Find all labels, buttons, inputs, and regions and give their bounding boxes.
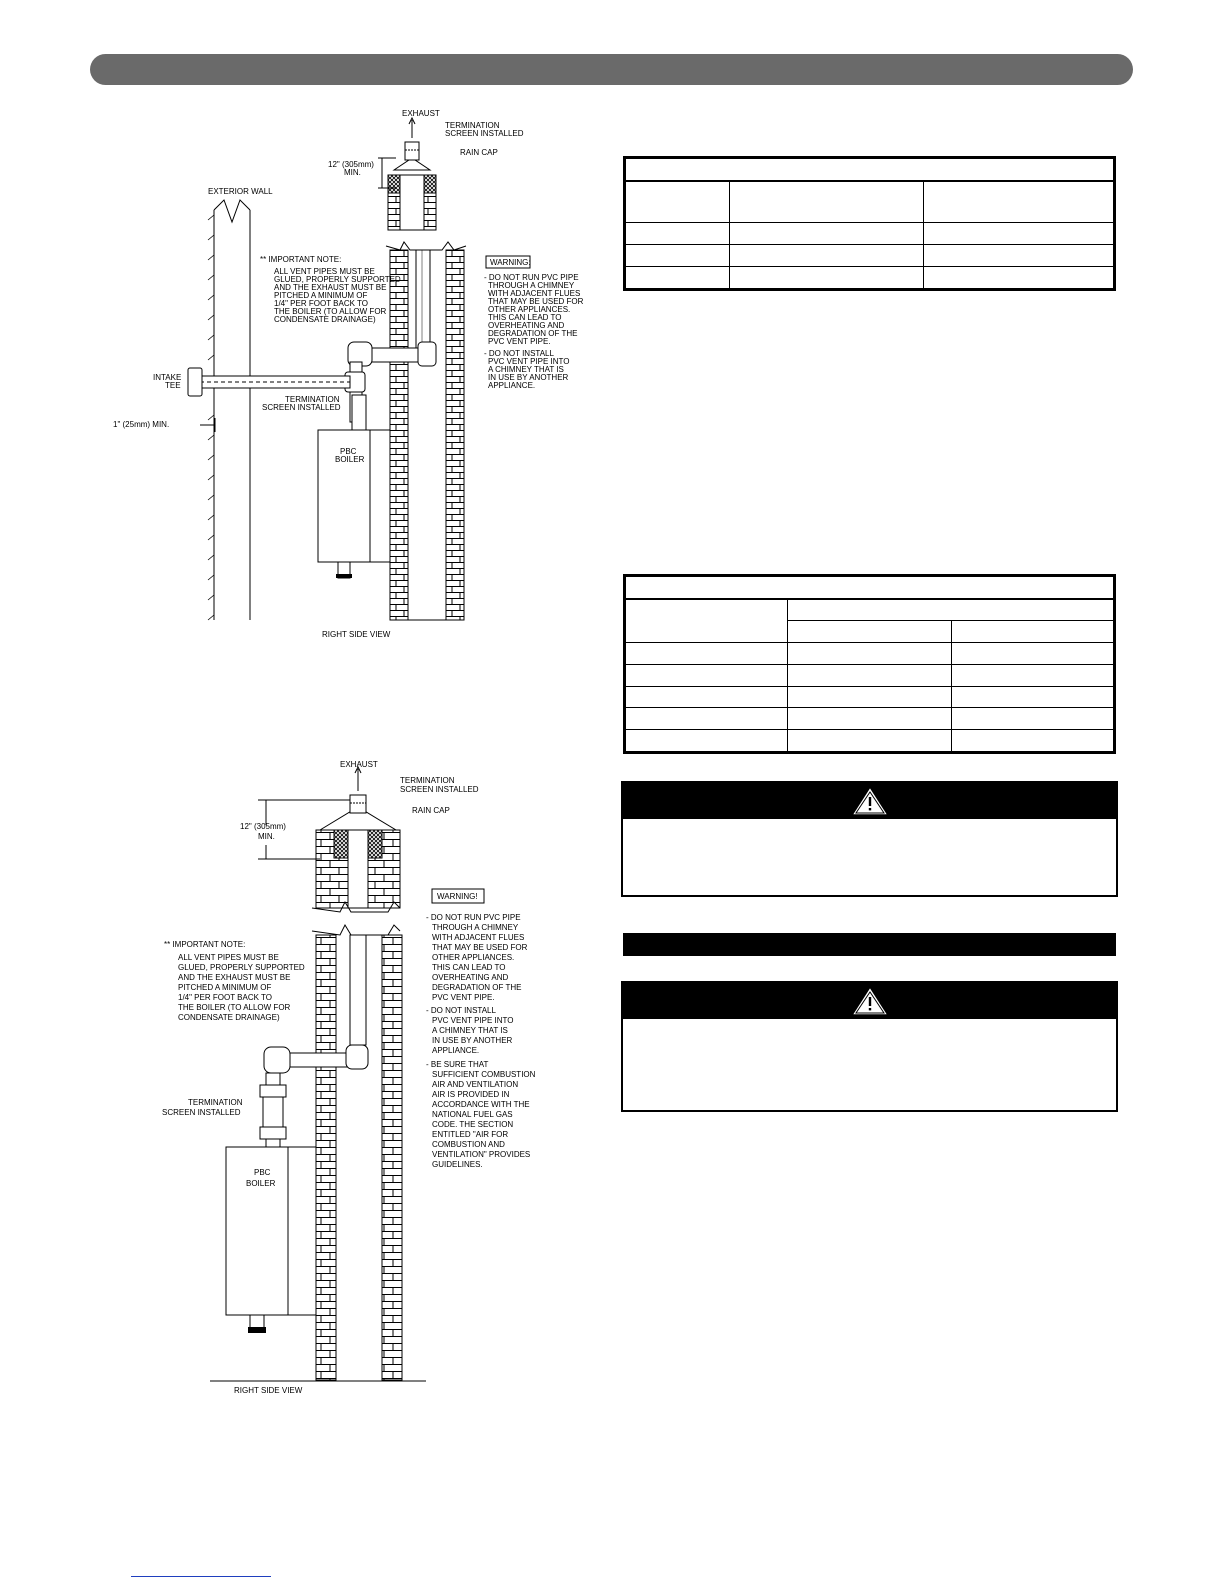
important-note-line: AND THE EXHAUST MUST BE bbox=[178, 973, 291, 982]
warning-line: THIS CAN LEAD TO bbox=[488, 313, 562, 322]
warning-line: A CHIMNEY THAT IS bbox=[432, 1026, 508, 1035]
table-caption bbox=[626, 577, 1114, 599]
warning-line: AIR IS PROVIDED IN bbox=[432, 1090, 510, 1099]
warning-line: OTHER APPLIANCES. bbox=[432, 953, 515, 962]
table-row bbox=[626, 245, 1114, 267]
vent-diagram-top-drawing bbox=[100, 100, 590, 650]
warning-line: PVC VENT PIPE INTO bbox=[432, 1016, 514, 1025]
termination-mid-label-2: SCREEN INSTALLED bbox=[262, 403, 341, 412]
warning-line: IN USE BY ANOTHER bbox=[488, 373, 569, 382]
important-note-line: CONDENSATE DRAINAGE) bbox=[178, 1013, 280, 1022]
warning-title: WARNING! bbox=[437, 892, 478, 901]
table-header-cell bbox=[924, 181, 1114, 223]
rain-cap-label: RAIN CAP bbox=[460, 148, 498, 157]
boiler-label-2: BOILER bbox=[246, 1179, 276, 1188]
intake-tee-label-1: INTAKE bbox=[153, 373, 182, 382]
warning-line: PVC VENT PIPE. bbox=[432, 993, 495, 1002]
table-vent-lower bbox=[623, 574, 1116, 754]
table-row bbox=[626, 730, 1114, 752]
important-note-line: 1/4" PER FOOT BACK TO bbox=[178, 993, 272, 1002]
warning-line: THAT MAY BE USED FOR bbox=[488, 297, 584, 306]
warning-triangle-icon bbox=[850, 985, 890, 1017]
table-header-cell bbox=[626, 599, 788, 643]
boiler-label-2: BOILER bbox=[335, 455, 365, 464]
warning-line: PVC VENT PIPE. bbox=[488, 337, 551, 346]
footer-link-underline[interactable] bbox=[131, 1576, 271, 1577]
chimney-top bbox=[312, 767, 400, 912]
important-note-line: PITCHED A MINIMUM OF bbox=[178, 983, 272, 992]
warning-line: APPLIANCE. bbox=[488, 381, 536, 390]
warning-line: A CHIMNEY THAT IS bbox=[488, 365, 564, 374]
warning-line: SUFFICIENT COMBUSTION bbox=[432, 1070, 536, 1079]
exterior-wall bbox=[208, 200, 250, 620]
termination-top-label-2: SCREEN INSTALLED bbox=[445, 129, 524, 138]
important-note-title: ** IMPORTANT NOTE: bbox=[260, 255, 342, 264]
table-row bbox=[626, 643, 1114, 665]
warning-line: THAT MAY BE USED FOR bbox=[432, 943, 528, 952]
warning-line: DEGRADATION OF THE bbox=[488, 329, 578, 338]
important-note-line: GLUED, PROPERLY SUPPORTED bbox=[178, 963, 305, 972]
warning-line: GUIDELINES. bbox=[432, 1160, 483, 1169]
warning-box-2 bbox=[621, 981, 1118, 1112]
warning-line: CODE. THE SECTION bbox=[432, 1120, 514, 1129]
chimney-main bbox=[312, 925, 402, 1380]
warning-box-body bbox=[623, 819, 1116, 831]
view-label: RIGHT SIDE VIEW bbox=[322, 630, 391, 639]
exhaust-label: EXHAUST bbox=[340, 760, 378, 769]
important-note-title: ** IMPORTANT NOTE: bbox=[164, 940, 246, 949]
warning-line: IN USE BY ANOTHER bbox=[432, 1036, 513, 1045]
chimney-main bbox=[386, 242, 466, 620]
table-caption bbox=[626, 159, 1114, 181]
vent-diagram-top bbox=[100, 100, 590, 650]
termination-top-label-2: SCREEN INSTALLED bbox=[400, 785, 479, 794]
important-note-line: AND THE EXHAUST MUST BE bbox=[274, 283, 387, 292]
warning-line: VENTILATION" PROVIDES bbox=[432, 1150, 531, 1159]
warning-line: - DO NOT INSTALL bbox=[426, 1006, 496, 1015]
warning-line: ACCORDANCE WITH THE bbox=[432, 1100, 530, 1109]
warning-line: DEGRADATION OF THE bbox=[432, 983, 522, 992]
view-label: RIGHT SIDE VIEW bbox=[234, 1386, 303, 1395]
warning-line: - DO NOT RUN PVC PIPE bbox=[484, 273, 579, 282]
warning-line: - BE SURE THAT bbox=[426, 1060, 489, 1069]
vent-diagram-bottom bbox=[150, 755, 590, 1405]
boiler-unit-bottom bbox=[226, 1147, 316, 1333]
warning-box-header bbox=[623, 783, 1116, 819]
table-header-cell bbox=[952, 621, 1114, 643]
warning-triangle-icon bbox=[850, 785, 890, 817]
warning-line: NATIONAL FUEL GAS bbox=[432, 1110, 513, 1119]
vent-diagram-bottom-drawing bbox=[150, 755, 590, 1405]
warning-box-header bbox=[623, 983, 1116, 1019]
warning-line: WITH ADJACENT FLUES bbox=[488, 289, 581, 298]
warning-box-body bbox=[623, 1019, 1116, 1031]
table-row bbox=[626, 708, 1114, 730]
warning-line: WITH ADJACENT FLUES bbox=[432, 933, 525, 942]
termination-top-label-1: TERMINATION bbox=[445, 121, 500, 130]
table-row bbox=[626, 267, 1114, 289]
warning-box-1 bbox=[621, 781, 1118, 897]
section-heading-bar bbox=[623, 933, 1116, 956]
important-note-line: THE BOILER (TO ALLOW FOR bbox=[274, 307, 387, 316]
table-header-cell bbox=[788, 621, 952, 643]
termination-mid-label-1: TERMINATION bbox=[188, 1098, 243, 1107]
min-height-label-2: MIN. bbox=[344, 168, 361, 177]
table-header-cell bbox=[730, 181, 924, 223]
warning-line: AIR AND VENTILATION bbox=[432, 1080, 519, 1089]
header-bar bbox=[90, 54, 1133, 85]
warning-line: PVC VENT PIPE INTO bbox=[488, 357, 570, 366]
warning-line: THROUGH A CHIMNEY bbox=[432, 923, 519, 932]
termination-top-label-1: TERMINATION bbox=[400, 776, 455, 785]
warning-title: WARNING: bbox=[490, 258, 531, 267]
table-header-cell bbox=[626, 181, 730, 223]
important-note-line: ALL VENT PIPES MUST BE bbox=[178, 953, 279, 962]
min-height-label-1: 12" (305mm) bbox=[328, 160, 374, 169]
table-vent-upper bbox=[623, 156, 1116, 291]
min-height-label-2: MIN. bbox=[258, 832, 275, 841]
boiler-label-1: PBC bbox=[340, 447, 357, 456]
warning-line: OVERHEATING AND bbox=[488, 321, 565, 330]
warning-line: THIS CAN LEAD TO bbox=[432, 963, 506, 972]
important-note-line: THE BOILER (TO ALLOW FOR bbox=[178, 1003, 291, 1012]
warning-line: OVERHEATING AND bbox=[432, 973, 509, 982]
warning-line: COMBUSTION AND bbox=[432, 1140, 505, 1149]
warning-line: ENTITLED "AIR FOR bbox=[432, 1130, 509, 1139]
important-note-line: PITCHED A MINIMUM OF bbox=[274, 291, 368, 300]
table-row bbox=[626, 686, 1114, 708]
table-row bbox=[626, 223, 1114, 245]
warning-line: OTHER APPLIANCES. bbox=[488, 305, 571, 314]
warning-line: - DO NOT INSTALL bbox=[484, 349, 554, 358]
warning-line: - DO NOT RUN PVC PIPE bbox=[426, 913, 521, 922]
table-row bbox=[626, 664, 1114, 686]
important-note-line: 1/4" PER FOOT BACK TO bbox=[274, 299, 368, 308]
warning-line: THROUGH A CHIMNEY bbox=[488, 281, 575, 290]
chimney-top bbox=[388, 118, 436, 230]
termination-mid-label-2: SCREEN INSTALLED bbox=[162, 1108, 241, 1117]
rain-cap-label: RAIN CAP bbox=[412, 806, 450, 815]
important-note-line: ALL VENT PIPES MUST BE bbox=[274, 267, 375, 276]
min-clearance-label: 1" (25mm) MIN. bbox=[113, 420, 170, 429]
exhaust-label: EXHAUST bbox=[402, 109, 440, 118]
table-header-cell bbox=[788, 599, 1114, 621]
min-height-label-1: 12" (305mm) bbox=[240, 822, 286, 831]
intake-tee-label-2: TEE bbox=[165, 381, 181, 390]
termination-mid-label-1: TERMINATION bbox=[285, 395, 340, 404]
exterior-wall-label: EXTERIOR WALL bbox=[208, 187, 273, 196]
important-note-line: GLUED, PROPERLY SUPPORTED bbox=[274, 275, 401, 284]
warning-line: APPLIANCE. bbox=[432, 1046, 480, 1055]
boiler-label-1: PBC bbox=[254, 1168, 271, 1177]
important-note-line: CONDENSATE DRAINAGE) bbox=[274, 315, 376, 324]
